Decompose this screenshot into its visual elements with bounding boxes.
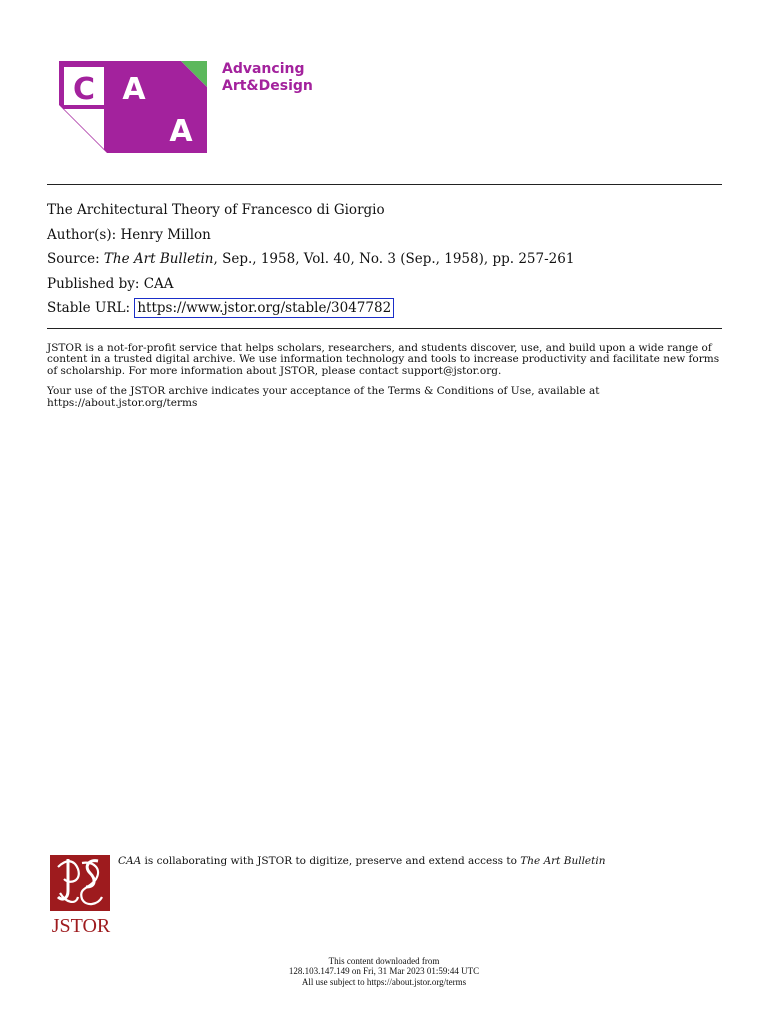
logo-white-fold	[64, 109, 104, 149]
stable-url-link[interactable]: https://www.jstor.org/stable/3047782	[134, 298, 394, 318]
header-divider-top	[47, 184, 722, 185]
stable-url-label: Stable URL:	[47, 300, 131, 316]
collab-text: is collaborating with JSTOR to digitize, preserve and extend access to	[144, 855, 517, 867]
author-label: Author(s):	[47, 226, 117, 243]
jstor-logo	[48, 853, 114, 935]
publisher-line	[47, 272, 727, 297]
footer-line-2: 128.103.147.149 on Fri, 31 Mar 2023 01:59:44 UTC	[288, 966, 480, 977]
collaboration-statement	[118, 855, 606, 867]
source-details: , Sep., 1958, Vol. 40, No. 3 (Sep., 1958), pp. 257-261	[213, 251, 575, 267]
collab-org: CAA	[118, 855, 142, 867]
stable-url-line	[47, 296, 727, 321]
notice-paragraph-1: JSTOR is a not-for-profit service that helps scholars, researchers, and students discover, use, and build upon a wide range of content in a trusted digital archive. We use information technology and tools to increase productivity and facilitate new forms of scholarship. For more information about JSTOR, please contact support@jstor.org.	[47, 342, 720, 377]
footer-line-1: This content downloaded from	[328, 956, 440, 966]
notice-paragraph-2: Your use of the JSTOR archive indicates your acceptance of the Terms & Conditions of Use, available at https://about.jstor.org/terms	[47, 385, 600, 409]
source-label: Source:	[47, 251, 100, 267]
citation-block	[47, 198, 727, 321]
header-divider-bottom	[47, 328, 722, 329]
article-title: The Architectural Theory of Francesco di Giorgio	[47, 202, 385, 218]
jstor-notice	[47, 343, 727, 418]
logo-tagline-line1: Advancing	[222, 61, 305, 77]
download-footer	[0, 956, 768, 987]
logo-letter-a1: A	[122, 72, 146, 107]
author-line	[47, 223, 727, 248]
logo-tagline-line2: Art&Design	[222, 78, 313, 94]
source-journal: The Art Bulletin	[103, 251, 214, 267]
publisher-name: CAA	[143, 275, 174, 292]
author-name: Henry Millon	[120, 226, 211, 243]
logo-letter-a2: A	[169, 114, 193, 149]
collab-journal: The Art Bulletin	[520, 855, 606, 867]
footer-line-3: All use subject to https://about.jstor.org/terms	[301, 976, 467, 987]
jstor-logo-emblem	[50, 855, 110, 911]
publisher-label: Published by:	[47, 275, 140, 292]
source-line	[47, 247, 727, 272]
caa-logo	[59, 61, 207, 153]
jstor-wordmark: JSTOR	[51, 915, 111, 935]
logo-letter-c: C	[72, 72, 96, 107]
logo-tagline	[222, 61, 313, 95]
